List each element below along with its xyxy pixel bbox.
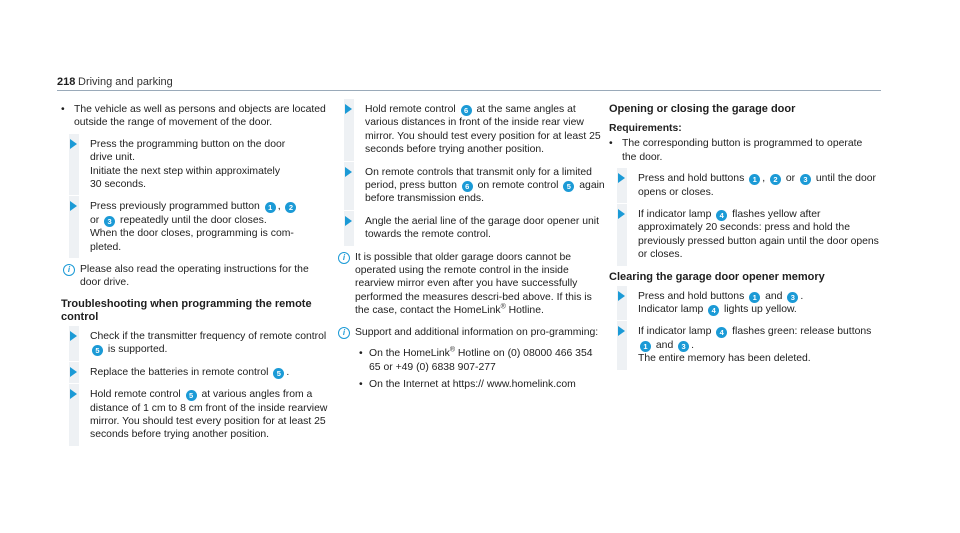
step-text: Replace the batteries in remote control [90, 366, 269, 378]
info-icon: i [63, 264, 75, 276]
bullet-text: On the Internet at https:// www.homelink.com [369, 378, 576, 390]
step-press-hold-1-3: Press and hold buttons 1 and 3 . Indicator lamp 4 lights up yellow. [609, 290, 879, 317]
step-text: Press and hold buttons [638, 173, 745, 185]
step-text: or [90, 214, 100, 226]
step-text: Indicator lamp [638, 304, 704, 316]
step-text: repeatedly until the door closes. [120, 214, 267, 226]
callout-2-icon: 2 [770, 174, 781, 185]
step-text: Hold remote control [365, 104, 456, 115]
step-text: Check if the transmitter frequency of remote control [90, 330, 327, 342]
requirement-bullet [61, 103, 331, 130]
bullet-text: Hotline on (0) 08000 466 354 65 or +49 (0) 6838 907-277 [369, 348, 593, 373]
step-arrow-icon [70, 139, 77, 149]
step-text: If indicator lamp [638, 326, 712, 338]
info-icon: i [338, 327, 350, 339]
bullet-dot: • [609, 138, 613, 150]
callout-4-icon: 4 [716, 327, 727, 338]
bullet-dot: • [359, 348, 363, 360]
bullet-text: The vehicle as well as persons and objects are located outside the range of movement of the door. [74, 104, 326, 129]
column-3 [609, 103, 879, 375]
step-text: at the same angles at various distances in front of the inside rear view mirror. You should test every position for at least 25 seconds before trying another position. [365, 104, 601, 156]
step-text: until the door opens or closes. [638, 173, 876, 198]
support-hotline-bullet [336, 347, 606, 374]
opening-closing-heading: Opening or closing the garage door [609, 103, 796, 115]
callout-2-icon: 2 [285, 202, 296, 213]
callout-1-icon: 1 [749, 174, 760, 185]
bullet-text: On the HomeLink [369, 348, 450, 360]
step-text: On remote controls that transmit only for a limited period, press button [365, 166, 592, 192]
step-text: on remote control [477, 180, 559, 192]
step-press-programmed-button: Press previously programmed button 1 , 2 or 3 repeatedly until the door closes. When the door closes, programming is com- pleted. [61, 200, 331, 254]
step-text: If indicator lamp [638, 209, 712, 221]
step-text: and [765, 290, 783, 302]
step-text: is supported. [107, 344, 168, 356]
info-icon: i [338, 252, 350, 264]
page-header [0, 0, 960, 95]
step-arrow-icon [345, 167, 352, 177]
step-text: Press the programming button on the door [90, 138, 286, 150]
callout-5-icon: 5 [186, 390, 197, 401]
column-2 [336, 103, 606, 391]
step-indicator-yellow [609, 208, 879, 262]
step-text: pleted. [90, 241, 122, 253]
troubleshooting-heading: Troubleshooting when programming the remote control [61, 297, 312, 323]
step-arrow-icon [618, 209, 625, 219]
step-limited-period-remote [336, 166, 606, 206]
registered-mark: ® [449, 346, 456, 354]
step-text: or [785, 173, 796, 185]
callout-3-icon: 3 [678, 341, 689, 352]
step-arrow-icon [70, 201, 77, 211]
step-hold-remote-distances [336, 103, 606, 157]
registered-mark: ® [500, 303, 506, 311]
step-text: drive unit. [90, 152, 136, 164]
clearing-memory-heading: Clearing the garage door opener memory [609, 270, 825, 283]
callout-1-icon: 1 [265, 202, 276, 213]
step-press-programming-button [61, 138, 331, 192]
step-text: Press previously programmed button [90, 201, 260, 213]
callout-3-icon: 3 [787, 292, 798, 303]
support-internet-bullet [336, 378, 606, 391]
header-rule [57, 90, 881, 91]
step-text: Initiate the next step within approximately [90, 165, 281, 177]
callout-1-icon: 1 [640, 341, 651, 352]
bullet-dot: • [61, 104, 65, 115]
info-note-support [336, 326, 606, 339]
step-arrow-icon [618, 291, 625, 301]
step-angle-aerial [336, 215, 606, 242]
callout-6-icon: 6 [461, 105, 472, 116]
step-arrow-icon [70, 389, 77, 399]
step-text: 30 seconds. [90, 179, 147, 191]
page-number: 218 [57, 76, 76, 88]
step-text: The entire memory has been deleted. [638, 353, 811, 365]
bullet-text: The corresponding button is programmed to operate the door. [622, 138, 863, 163]
note-text: Hotline. [508, 305, 544, 317]
section-title: Driving and parking [78, 76, 173, 88]
callout-5-icon: 5 [273, 368, 284, 379]
info-note-older-doors [336, 251, 606, 318]
callout-6-icon: 6 [462, 181, 473, 192]
requirements-label: Requirements: [609, 123, 682, 134]
step-check-frequency [61, 330, 331, 357]
step-text: lights up yellow. [724, 304, 797, 316]
step-text: Angle the aerial line of the garage door opener unit towards the remote control. [365, 215, 599, 241]
step-text: again before transmission ends. [365, 180, 605, 205]
callout-3-icon: 3 [800, 174, 811, 185]
step-press-hold-buttons: Press and hold buttons 1 , 2 or 3 until the door opens or closes. [609, 172, 879, 199]
step-text: Hold remote control [90, 389, 181, 401]
requirement-bullet [609, 137, 879, 164]
step-arrow-icon [618, 173, 625, 183]
step-arrow-icon [70, 367, 77, 377]
step-text: at various angles from a distance of 1 cm to 8 cm front of the inside rearview mirror. You should test every position for at least 25 seconds before trying another position. [90, 389, 328, 441]
note-text: Please also read the operating instructions for the door drive. [80, 264, 309, 289]
note-text: It is possible that older garage doors cannot be operated using the remote control in the inside rearview mirror even after you have successfully performed the measures descri-bed above. If this is the case, contact the HomeLink [355, 251, 592, 317]
step-arrow-icon [70, 331, 77, 341]
callout-1-icon: 1 [749, 292, 760, 303]
callout-4-icon: 4 [716, 210, 727, 221]
note-text: Support and additional information on pro-gramming: [355, 326, 599, 338]
step-arrow-icon [618, 326, 625, 336]
step-text: and [655, 339, 674, 351]
step-text: Press and hold buttons [638, 290, 745, 302]
info-note [61, 263, 331, 290]
bullet-dot: • [359, 378, 363, 390]
callout-3-icon: 3 [104, 216, 115, 227]
step-replace-batteries: Replace the batteries in remote control 5 . [61, 366, 331, 379]
step-text: flashes green: release buttons [732, 326, 872, 338]
callout-5-icon: 5 [563, 181, 574, 192]
step-arrow-icon [345, 104, 352, 114]
step-text: flashes yellow after approximately 20 seconds: press and hold the previously pressed button again until the door opens or closes. [638, 209, 879, 261]
column-1 [61, 103, 331, 451]
step-hold-remote-angles [61, 388, 331, 442]
callout-4-icon: 4 [708, 305, 719, 316]
step-text: When the door closes, programming is com- [90, 228, 294, 240]
callout-5-icon: 5 [92, 345, 103, 356]
step-arrow-icon [345, 216, 352, 226]
step-indicator-green: If indicator lamp 4 flashes green: release buttons 1 and 3 . The entire memory has been deleted. [609, 325, 879, 365]
